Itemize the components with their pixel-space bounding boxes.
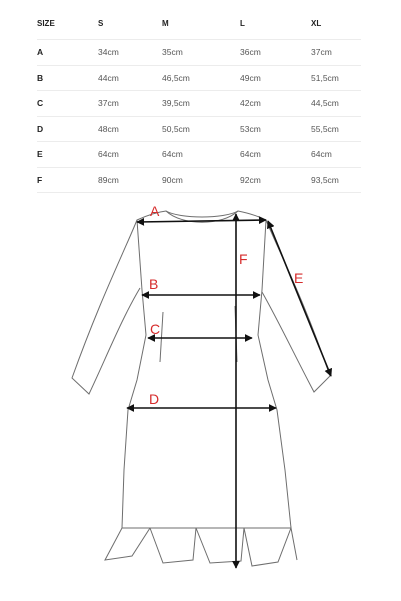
label-b: B xyxy=(149,276,159,292)
table-cell: 44cm xyxy=(98,65,162,91)
table-cell: 89cm xyxy=(98,167,162,193)
measure-line-a xyxy=(137,220,266,222)
column-header: L xyxy=(240,8,311,40)
dress-outline xyxy=(72,211,330,566)
row-label: F xyxy=(37,167,98,193)
table-cell: 49cm xyxy=(240,65,311,91)
right-sleeve xyxy=(262,220,330,392)
column-header: SIZE xyxy=(37,8,98,40)
ruffle-hem xyxy=(105,528,297,566)
row-label: A xyxy=(37,40,98,66)
row-label: E xyxy=(37,142,98,168)
table-cell: 55,5cm xyxy=(311,116,361,142)
table-cell: 46,5cm xyxy=(162,65,240,91)
label-c: C xyxy=(150,321,161,337)
table-cell: 53cm xyxy=(240,116,311,142)
table-cell: 42cm xyxy=(240,91,311,117)
column-header: M xyxy=(162,8,240,40)
row-label: D xyxy=(37,116,98,142)
table-cell: 64cm xyxy=(162,142,240,168)
measure-line-e xyxy=(268,221,331,376)
dress-silhouette xyxy=(122,211,291,528)
column-header: XL xyxy=(311,8,361,40)
table-cell: 48cm xyxy=(98,116,162,142)
table-cell: 50,5cm xyxy=(162,116,240,142)
left-sleeve xyxy=(72,220,140,394)
table-cell: 35cm xyxy=(162,40,240,66)
measurement-labels xyxy=(149,203,303,407)
left-waist-dart xyxy=(160,312,163,362)
label-d: D xyxy=(149,391,160,407)
table-cell: 37cm xyxy=(311,40,361,66)
table-cell: 51,5cm xyxy=(311,65,361,91)
row-label: B xyxy=(37,65,98,91)
dress-neckline xyxy=(166,211,238,217)
table-cell: 92cm xyxy=(240,167,311,193)
row-label: C xyxy=(37,91,98,117)
table-cell: 34cm xyxy=(98,40,162,66)
table-cell: 93,5cm xyxy=(311,167,361,193)
table-cell: 64cm xyxy=(311,142,361,168)
table-cell: 64cm xyxy=(98,142,162,168)
label-e: E xyxy=(294,270,304,286)
label-f: F xyxy=(239,251,248,267)
column-header: S xyxy=(98,8,162,40)
label-a: A xyxy=(150,203,160,219)
table-cell: 44,5cm xyxy=(311,91,361,117)
table-cell: 64cm xyxy=(240,142,311,168)
table-cell: 36cm xyxy=(240,40,311,66)
table-cell: 37cm xyxy=(98,91,162,117)
table-cell: 39,5cm xyxy=(162,91,240,117)
table-cell: 90cm xyxy=(162,167,240,193)
